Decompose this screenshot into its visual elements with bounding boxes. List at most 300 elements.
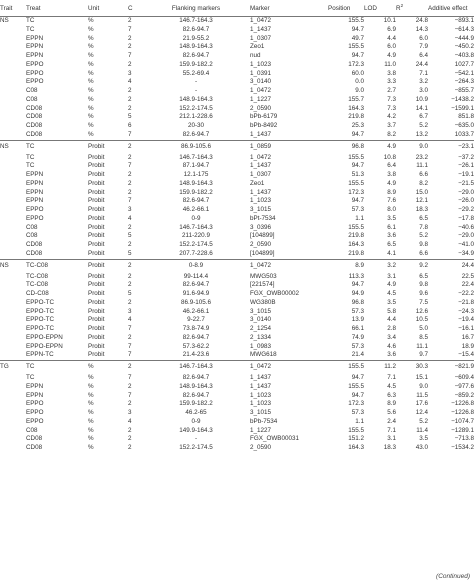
header-lod: LOD xyxy=(364,0,396,17)
unit-cell: % xyxy=(88,78,94,86)
trait-cell xyxy=(0,232,26,241)
additive-effect-cell: 1033.7 xyxy=(454,130,474,138)
position-cell: 164.3 xyxy=(348,241,364,248)
position-cell: 164.3 xyxy=(348,104,364,112)
position-cell: 60.0 xyxy=(351,69,364,77)
trait-cell xyxy=(0,250,26,259)
treat-cell: C08 xyxy=(26,426,38,434)
trait-cell xyxy=(0,392,26,401)
trait-cell xyxy=(0,316,26,325)
lod-cell: 4.4 xyxy=(387,316,396,324)
c-cell: 5 xyxy=(128,232,132,240)
unit-cell: Probit xyxy=(88,259,128,273)
flanking-markers-cell: 148.9-164.3 xyxy=(179,382,213,390)
trait-cell xyxy=(0,43,26,52)
unit-cell: % xyxy=(88,60,94,68)
c-cell: 2 xyxy=(128,435,132,443)
lod-cell: 4.9 xyxy=(387,52,396,59)
unit-cell: Probit xyxy=(88,249,105,257)
marker-cell: 1_1437 xyxy=(250,188,272,196)
lod-cell: 2.8 xyxy=(387,325,396,332)
lod-cell: 7.3 xyxy=(387,95,396,103)
lod-cell: 3.1 xyxy=(387,435,396,443)
additive-effect-cell: 16.7 xyxy=(461,333,474,341)
marker-cell: 3_0140 xyxy=(250,78,272,86)
marker-cell: WG380B xyxy=(250,298,276,306)
flanking-markers-cell: 146.7-164.3 xyxy=(179,223,213,231)
c-cell: 4 xyxy=(128,316,132,324)
additive-effect-cell: −1226.8 xyxy=(451,409,474,416)
additive-effect-cell: 24.4 xyxy=(428,259,474,273)
trait-cell xyxy=(0,131,26,140)
r2-cell: 24.8 xyxy=(415,17,428,24)
trait-cell: NS xyxy=(0,259,26,273)
flanking-markers-cell: 148.9-164.3 xyxy=(179,95,213,103)
additive-effect-cell: −26.1 xyxy=(458,162,474,170)
flanking-markers-cell: - xyxy=(194,78,198,86)
treat-cell: C08 xyxy=(26,95,38,103)
position-cell: 8.9 xyxy=(328,259,364,273)
marker-cell: 1_1023 xyxy=(250,60,272,68)
trait-cell xyxy=(0,427,26,436)
table-row xyxy=(0,290,474,299)
r2-cell: 3.0 xyxy=(419,87,428,94)
lod-cell: 10.1 xyxy=(383,17,396,24)
unit-cell: Probit xyxy=(88,298,105,306)
r2-cell: 12.1 xyxy=(415,197,428,205)
r2-cell: 11.5 xyxy=(416,391,428,399)
flanking-markers-cell: 12.1-175 xyxy=(183,171,209,178)
unit-cell: Probit xyxy=(88,153,105,161)
position-cell: 155.5 xyxy=(348,17,364,24)
additive-effect-cell: −859.2 xyxy=(454,391,474,399)
table-row xyxy=(0,232,474,241)
trait-cell xyxy=(0,78,26,87)
c-cell: 2 xyxy=(128,361,156,375)
position-cell: 9.0 xyxy=(355,87,364,94)
position-cell: 219.8 xyxy=(348,113,364,121)
table-row xyxy=(0,343,474,352)
r2-cell: 11.1 xyxy=(416,342,428,350)
trait-cell xyxy=(0,374,26,383)
unit-cell: % xyxy=(88,122,94,129)
lod-cell: 7.1 xyxy=(387,426,396,434)
r2-cell: 6.4 xyxy=(419,52,428,59)
flanking-markers-cell: 82.6-94.7 xyxy=(182,130,210,138)
c-cell: 2 xyxy=(128,281,132,289)
unit-cell: Probit xyxy=(88,179,105,187)
flanking-markers-cell: 159.9-182.2 xyxy=(179,400,213,408)
trait-cell xyxy=(0,308,26,317)
treat-cell: CD08 xyxy=(26,435,43,443)
additive-effect-cell: −16.1 xyxy=(458,325,474,332)
lod-cell: 18.3 xyxy=(383,444,396,451)
table-row xyxy=(0,154,474,163)
header-position: Position xyxy=(328,0,364,17)
c-cell: 7 xyxy=(128,325,132,332)
marker-cell: 1_0391 xyxy=(250,69,272,77)
treat-cell: EPPO xyxy=(26,60,44,68)
additive-effect-cell: −29.2 xyxy=(458,206,474,213)
flanking-markers-cell: 212.1-228.6 xyxy=(179,113,213,121)
additive-effect-cell: −1074.7 xyxy=(451,417,474,425)
table-row xyxy=(0,325,474,334)
treat-cell: EPPO xyxy=(26,409,44,416)
r2-cell: 9.6 xyxy=(419,290,428,297)
r2-cell: 9.0 xyxy=(396,140,428,154)
unit-cell: Probit xyxy=(88,197,105,205)
flanking-markers-cell: 46.2-66.1 xyxy=(182,307,210,315)
lod-cell: 11.2 xyxy=(364,361,396,375)
treat-cell: TC xyxy=(26,162,35,170)
marker-cell: 1_1437 xyxy=(250,382,272,390)
c-cell: 4 xyxy=(128,214,132,222)
treat-cell: EPPO-TC xyxy=(26,325,54,332)
c-cell: 2 xyxy=(128,272,132,280)
flanking-markers-cell: 99-114.4 xyxy=(183,272,209,280)
marker-cell: 1_0983 xyxy=(250,342,272,350)
table-row xyxy=(0,122,474,131)
table-row xyxy=(0,26,474,35)
trait-cell xyxy=(0,273,26,282)
unit-cell: % xyxy=(88,104,94,112)
flanking-markers-cell: 0-9 xyxy=(191,214,201,222)
r2-cell: 8.2 xyxy=(419,179,428,187)
r2-cell: 7.1 xyxy=(419,69,428,77)
position-cell: 94.7 xyxy=(351,281,364,289)
trait-cell xyxy=(0,197,26,206)
c-cell: 3 xyxy=(128,409,132,416)
c-cell: 5 xyxy=(128,113,132,121)
position-cell: 94.7 xyxy=(351,374,364,381)
treat-cell: EPPN xyxy=(26,52,44,59)
c-cell: 7 xyxy=(128,391,132,399)
r2-cell: 10.9 xyxy=(415,95,428,103)
table-row xyxy=(0,131,474,140)
additive-effect-cell: −19.4 xyxy=(458,316,474,324)
flanking-markers-cell: 152.2-174.5 xyxy=(179,444,213,451)
r2-cell: 6.6 xyxy=(419,249,428,257)
treat-cell: EPPO xyxy=(26,206,44,213)
flanking-markers-cell: 55.2-69.4 xyxy=(182,69,210,77)
c-cell: 7 xyxy=(128,52,132,59)
lod-cell: 7.3 xyxy=(387,104,396,112)
c-cell: 2 xyxy=(128,298,132,306)
additive-effect-cell: −29.0 xyxy=(458,232,474,240)
position-cell: 219.8 xyxy=(348,232,364,240)
unit-cell: % xyxy=(88,409,94,416)
additive-effect-cell: 22.4 xyxy=(461,281,474,289)
unit-cell: Probit xyxy=(88,241,105,248)
position-cell: 74.9 xyxy=(351,333,364,341)
table-row xyxy=(0,70,474,79)
trait-cell xyxy=(0,154,26,163)
unit-cell: Probit xyxy=(88,162,105,170)
marker-cell: [104899] xyxy=(250,232,275,240)
table-body xyxy=(0,17,474,453)
r2-cell: 5.2 xyxy=(419,417,428,425)
position-cell: 94.7 xyxy=(351,25,364,33)
marker-cell: 1_1023 xyxy=(250,197,272,205)
position-cell: 57.3 xyxy=(351,206,364,213)
flanking-markers-cell: 91.6-94.9 xyxy=(182,290,210,297)
position-cell: 155.5 xyxy=(348,223,364,231)
c-cell: 5 xyxy=(128,249,132,257)
lod-cell: 6.0 xyxy=(387,43,396,51)
r2-cell: 18.3 xyxy=(415,206,428,213)
lod-cell: 7.1 xyxy=(387,374,396,381)
flanking-markers-cell: 46.2-65 xyxy=(185,409,207,416)
lod-cell: 2.4 xyxy=(387,417,396,425)
r2-cell: 8.5 xyxy=(419,333,428,341)
trait-cell xyxy=(0,444,26,453)
marker-cell: MWG503 xyxy=(250,272,277,280)
r2-cell: 15.1 xyxy=(415,374,428,381)
additive-effect-cell: −22.2 xyxy=(458,290,474,297)
additive-effect-cell: 1027.7 xyxy=(454,60,474,68)
marker-cell: FGX_OWB00002 xyxy=(250,290,299,297)
r2-cell: 13.2 xyxy=(415,130,428,138)
additive-effect-cell: −17.8 xyxy=(458,214,474,222)
additive-effect-cell: −1599.1 xyxy=(451,104,474,112)
treat-cell: EPPN xyxy=(26,197,44,205)
treat-cell: C08 xyxy=(26,232,38,240)
unit-cell: % xyxy=(88,25,94,33)
trait-cell xyxy=(0,215,26,224)
unit-cell: % xyxy=(88,426,94,434)
unit-cell: % xyxy=(88,52,94,59)
additive-effect-cell: −41.0 xyxy=(458,241,474,248)
unit-cell: Probit xyxy=(88,140,128,154)
position-cell: 172.3 xyxy=(348,400,364,408)
trait-cell xyxy=(0,87,26,96)
trait-cell xyxy=(0,224,26,233)
lod-cell: 2.7 xyxy=(387,87,396,94)
treat-cell: EPPN xyxy=(26,188,44,196)
additive-effect-cell: −635.0 xyxy=(454,122,474,129)
header-r2-sup: 2 xyxy=(400,3,404,9)
c-cell: 3 xyxy=(128,206,132,213)
treat-cell: CD08 xyxy=(26,130,43,138)
flanking-markers-cell: - xyxy=(194,87,198,94)
treat-cell: CD08 xyxy=(26,241,43,248)
treat-cell: EPPN xyxy=(26,34,44,42)
table-row xyxy=(0,189,474,198)
table-row xyxy=(0,35,474,44)
c-cell: 2 xyxy=(128,259,156,273)
marker-cell: 3_1015 xyxy=(250,307,272,315)
unit-cell: Probit xyxy=(88,272,105,280)
continued-note: (Continued) xyxy=(436,573,470,580)
position-cell: 155.5 xyxy=(348,179,364,187)
additive-effect-cell: −1226.8 xyxy=(451,400,474,408)
table-row xyxy=(0,273,474,282)
flanking-markers-cell: 73.8-74.9 xyxy=(182,325,210,332)
flanking-markers-cell: 82.6-94.7 xyxy=(182,281,210,289)
flanking-markers-cell: 146.7-164.3 xyxy=(179,17,213,24)
position-cell: 155.5 xyxy=(348,426,364,434)
table-row xyxy=(0,409,474,418)
lod-cell: 6.4 xyxy=(387,162,396,170)
table-row xyxy=(0,361,474,375)
marker-cell: 3_1015 xyxy=(250,409,272,416)
position-cell: 66.1 xyxy=(351,325,364,332)
treat-cell: EPPN xyxy=(26,171,44,178)
position-cell: 0.0 xyxy=(355,78,364,86)
header-additive-effect: Additive effect xyxy=(428,0,474,17)
c-cell: 4 xyxy=(128,78,132,86)
trait-cell xyxy=(0,325,26,334)
position-cell: 96.8 xyxy=(328,140,364,154)
table-row xyxy=(0,334,474,343)
trait-cell xyxy=(0,171,26,180)
unit-cell: Probit xyxy=(88,351,105,359)
table-row xyxy=(0,383,474,392)
position-cell: 113.3 xyxy=(348,272,364,280)
marker-cell: bPb-7534 xyxy=(250,417,278,425)
unit-cell: % xyxy=(88,130,94,138)
trait-cell: TG xyxy=(0,361,26,375)
c-cell: 2 xyxy=(128,17,132,24)
flanking-markers-cell: 159.9-182.2 xyxy=(179,60,213,68)
treat-cell: TC xyxy=(26,17,35,24)
lod-cell: 7.6 xyxy=(387,197,396,205)
r2-cell: 30.3 xyxy=(396,361,428,375)
additive-effect-cell: 18.9 xyxy=(461,342,474,350)
lod-cell: 3.1 xyxy=(387,272,396,280)
treat-cell: EPPN xyxy=(26,43,44,51)
unit-cell: Probit xyxy=(88,171,105,178)
table-row xyxy=(0,180,474,189)
header-r2 xyxy=(396,0,428,17)
trait-cell: NS xyxy=(0,17,9,24)
additive-effect-cell: −893.1 xyxy=(454,17,474,24)
marker-cell: MWG618 xyxy=(250,351,277,359)
trait-cell xyxy=(0,383,26,392)
marker-cell: nud xyxy=(250,52,261,59)
table-row xyxy=(0,197,474,206)
flanking-markers-cell: 146.7-164.3 xyxy=(156,361,236,375)
marker-cell: Zeo1 xyxy=(250,43,265,51)
marker-cell: [104899] xyxy=(250,249,275,257)
c-cell: 4 xyxy=(128,417,132,425)
treat-cell: C08 xyxy=(26,87,38,94)
flanking-markers-cell: 0-8.9 xyxy=(156,259,236,273)
marker-cell: 1_0472 xyxy=(236,259,328,273)
additive-effect-cell: −609.4 xyxy=(454,374,474,381)
r2-cell: 23.2 xyxy=(415,153,428,161)
r2-cell: 6.0 xyxy=(419,34,428,42)
lod-cell: 4.6 xyxy=(387,342,396,350)
table-row xyxy=(0,87,474,96)
position-cell: 21.4 xyxy=(351,351,364,359)
flanking-markers-cell: 148.9-164.3 xyxy=(179,179,213,187)
c-cell: 2 xyxy=(128,444,132,451)
c-cell: 5 xyxy=(128,290,132,297)
r2-cell: 11.1 xyxy=(416,162,428,170)
treat-cell: EPPO xyxy=(26,78,44,86)
c-cell: 7 xyxy=(128,162,132,170)
flanking-markers-cell: 86.9-105.6 xyxy=(156,140,236,154)
additive-effect-cell: −34.9 xyxy=(458,249,474,257)
r2-cell: 7.5 xyxy=(419,298,428,306)
lod-cell: 5.8 xyxy=(387,307,396,315)
marker-cell: Zeo1 xyxy=(250,179,265,187)
treat-cell: EPPO-TC xyxy=(26,307,54,315)
additive-effect-cell: −26.0 xyxy=(458,197,474,205)
unit-cell: Probit xyxy=(88,232,105,240)
position-cell: 94.7 xyxy=(351,391,364,399)
position-cell: 219.8 xyxy=(348,249,364,257)
marker-cell: bPb-8492 xyxy=(250,122,278,129)
treat-cell: TC-C08 xyxy=(26,259,88,273)
treat-cell: EPPN xyxy=(26,391,44,399)
c-cell: 7 xyxy=(128,351,132,359)
treat-cell: EPPO-TC xyxy=(26,298,54,306)
treat-cell: EPPO-TC xyxy=(26,316,54,324)
header-flanking-markers: Flanking markers xyxy=(156,0,236,17)
unit-cell: % xyxy=(88,69,94,77)
c-cell: 7 xyxy=(128,25,132,33)
position-cell: 94.7 xyxy=(351,130,364,138)
trait-cell xyxy=(0,189,26,198)
trait-cell xyxy=(0,334,26,343)
r2-cell: 5.2 xyxy=(419,122,428,129)
r2-cell: 11.4 xyxy=(416,426,428,434)
table-row xyxy=(0,52,474,61)
table-row xyxy=(0,96,474,105)
flanking-markers-cell: 57.3-62.2 xyxy=(182,342,210,350)
marker-cell: 1_0859 xyxy=(236,140,328,154)
unit-cell: % xyxy=(88,417,94,425)
r2-cell: 43.0 xyxy=(415,444,428,451)
table-row xyxy=(0,113,474,122)
unit-cell: % xyxy=(88,444,94,451)
trait-cell xyxy=(0,52,26,61)
additive-effect-cell: −444.9 xyxy=(454,34,474,42)
table-row xyxy=(0,140,474,154)
flanking-markers-cell: 0-9 xyxy=(191,417,201,425)
lod-cell: 6.5 xyxy=(387,241,396,248)
lod-cell: 3.3 xyxy=(387,78,396,86)
treat-cell: C08 xyxy=(26,223,38,231)
flanking-markers-cell: 9-22.7 xyxy=(187,316,205,324)
position-cell: 155.7 xyxy=(348,95,364,103)
c-cell: 7 xyxy=(128,342,132,350)
unit-cell: % xyxy=(88,400,94,408)
lod-cell: 3.6 xyxy=(387,232,396,240)
lod-cell: 4.5 xyxy=(387,382,396,390)
trait-cell xyxy=(0,180,26,189)
unit-cell: % xyxy=(88,361,128,375)
r2-cell: 6.7 xyxy=(419,113,428,121)
lod-cell: 3.8 xyxy=(387,69,396,77)
lod-cell: 4.9 xyxy=(387,281,396,289)
treat-cell: CD08 xyxy=(26,249,43,257)
c-cell: 2 xyxy=(128,179,132,187)
lod-cell: 4.4 xyxy=(387,34,396,42)
marker-cell: 1_0472 xyxy=(250,17,272,24)
table-row xyxy=(0,316,474,325)
marker-cell: 1_1437 xyxy=(250,162,272,170)
r2-cell: 12.4 xyxy=(415,409,428,416)
additive-effect-cell: −1289.1 xyxy=(451,426,474,434)
treat-cell: CD-C08 xyxy=(26,290,49,297)
treat-cell: EPPO xyxy=(26,417,44,425)
flanking-markers-cell: 82.6-94.7 xyxy=(182,25,210,33)
position-cell: 49.7 xyxy=(351,34,364,42)
table-row xyxy=(0,162,474,171)
